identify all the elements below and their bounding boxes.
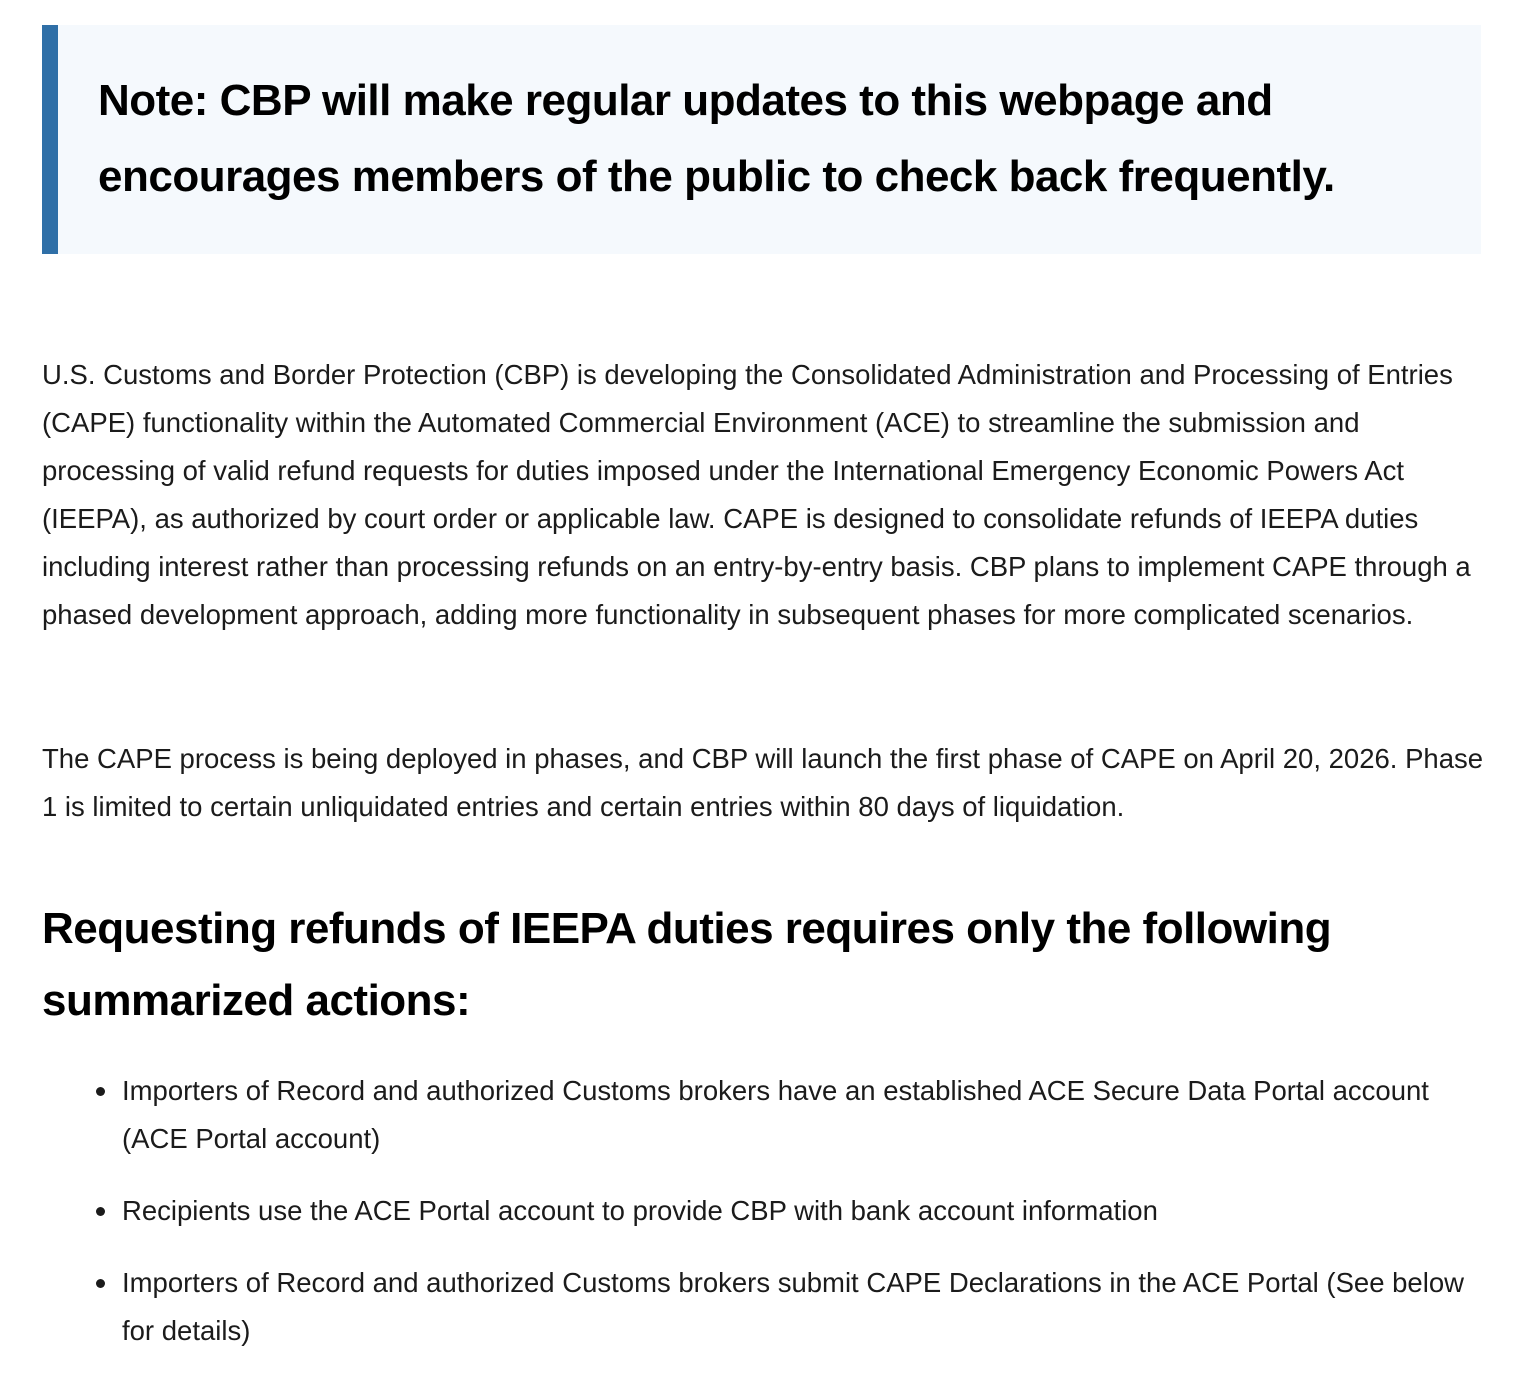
note-callout <box>42 25 1481 254</box>
note-text: Note: CBP will make regular updates to this webpage and encourages members of the public to check back frequently. <box>98 76 1335 201</box>
section-heading: Requesting refunds of IEEPA duties requires only the following summarized actions: <box>42 904 1332 1025</box>
list-item <box>122 1067 1492 1163</box>
actions-list <box>42 1067 1492 1379</box>
list-item <box>122 1259 1492 1355</box>
bullet-icon <box>96 1279 105 1288</box>
intro-paragraph: U.S. Customs and Border Protection (CBP) is developing the Consolidated Administration and Processing of Entries (CAPE) functionality within the Automated Commercial Environment (ACE) to streamline the submission and processing of valid refund requests for duties imposed under the International Emergency Economic Powers Act (IEEPA), as authorized by court order or applicable law. CAPE is designed to consolidate refunds of IEEPA duties including interest rather than processing refunds on an entry-by-entry basis. CBP plans to implement CAPE through a phased development approach, adding more functionality in subsequent phases for more complicated scenarios. <box>42 359 1471 630</box>
list-item-text: Importers of Record and authorized Customs brokers submit CAPE Declarations in the ACE Portal (See below for details) <box>122 1267 1464 1346</box>
bullet-icon <box>96 1087 105 1096</box>
phase-paragraph: The CAPE process is being deployed in phases, and CBP will launch the first phase of CAPE on April 20, 2026. Phase 1 is limited to certain unliquidated entries and certain entries within 80 days of liquidation. <box>42 743 1484 822</box>
list-item-text: Recipients use the ACE Portal account to provide CBP with bank account information <box>122 1195 1158 1226</box>
list-item <box>122 1187 1492 1235</box>
list-item-text: Importers of Record and authorized Customs brokers have an established ACE Secure Data Portal account (ACE Portal account) <box>122 1075 1429 1154</box>
bullet-icon <box>96 1207 105 1216</box>
